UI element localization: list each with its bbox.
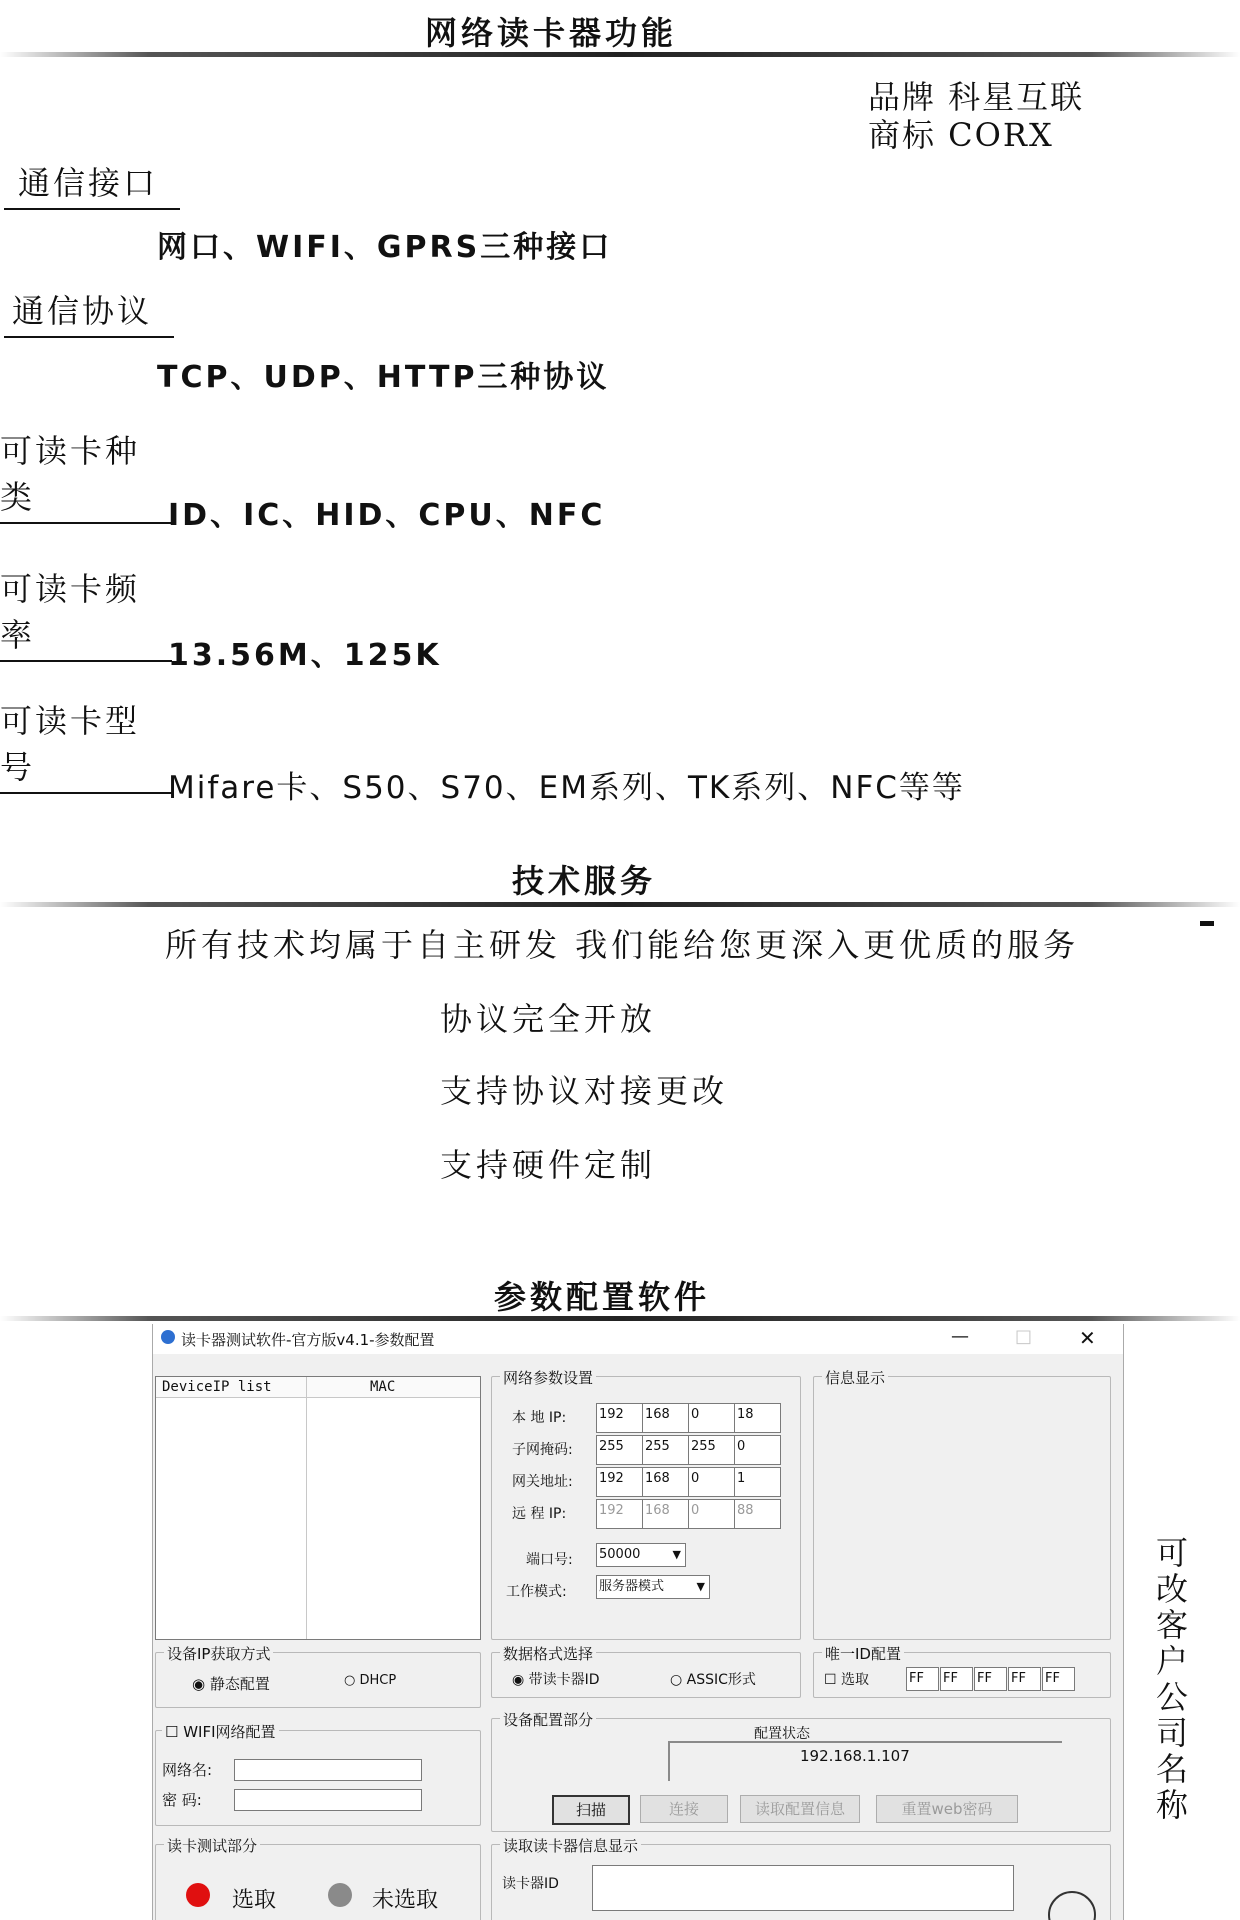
gateway-octet[interactable]: 0	[688, 1467, 735, 1497]
config-status-label: 配置状态	[754, 1726, 810, 1742]
label-card-models: 可读卡型号	[0, 696, 172, 794]
network-params-group	[491, 1369, 801, 1640]
config-window	[152, 1324, 1124, 1920]
local-ip-octet[interactable]: 18	[734, 1403, 781, 1433]
reader-id-label: 读卡器ID	[502, 1876, 559, 1892]
wifi-group	[155, 1723, 481, 1826]
uid-checkbox[interactable]: ☐ 选取	[824, 1672, 870, 1688]
uid-group	[813, 1645, 1111, 1698]
ssid-input[interactable]	[234, 1759, 422, 1781]
port-select[interactable]: 50000 ▼	[596, 1543, 686, 1567]
unselected-dot-icon	[328, 1883, 352, 1907]
network-params-title: 网络参数设置	[500, 1367, 596, 1388]
password-label: 密 码:	[162, 1791, 202, 1809]
gateway-octet[interactable]: 1	[734, 1467, 781, 1497]
reader-info-title: 读取读卡器信息显示	[500, 1835, 641, 1856]
maximize-button[interactable]: □	[1015, 1326, 1033, 1347]
selected-dot-icon	[186, 1883, 210, 1907]
close-button[interactable]: ✕	[1079, 1326, 1096, 1350]
remote-ip-octet[interactable]: 88	[734, 1499, 781, 1529]
ip-mode-group	[155, 1645, 481, 1708]
uid-byte[interactable]: FF	[940, 1667, 973, 1691]
gateway-octet[interactable]: 192	[596, 1467, 643, 1497]
reset-password-button[interactable]: 重置web密码	[876, 1795, 1018, 1823]
value-protocol: TCP、UDP、HTTP三种协议	[157, 360, 610, 395]
mask-label: 子网掩码:	[512, 1442, 573, 1458]
col-device-ip[interactable]: DeviceIP list	[162, 1379, 272, 1395]
status-circle-icon	[1048, 1891, 1096, 1920]
work-mode-select[interactable]: 服务器模式 ▼	[596, 1575, 710, 1599]
password-input[interactable]	[234, 1789, 422, 1811]
label-card-types: 可读卡种类	[0, 426, 172, 524]
local-ip-octet[interactable]: 192	[596, 1403, 643, 1433]
data-format-title: 数据格式选择	[500, 1643, 596, 1664]
config-status-box	[668, 1741, 1062, 1781]
reader-id-radio[interactable]: ◉ 带读卡器ID	[512, 1672, 600, 1688]
uid-title: 唯一ID配置	[822, 1643, 904, 1664]
port-label: 端口号:	[526, 1552, 573, 1568]
mask-octet[interactable]: 255	[596, 1435, 643, 1465]
dhcp-radio[interactable]: ○ DHCP	[344, 1673, 397, 1688]
scan-button[interactable]: 扫描	[552, 1795, 630, 1825]
gateway-label: 网关地址:	[512, 1474, 573, 1490]
uid-byte[interactable]: FF	[1042, 1667, 1075, 1691]
software-title: 参数配置软件	[494, 1278, 711, 1316]
data-format-group	[491, 1645, 801, 1698]
read-config-button[interactable]: 读取配置信息	[740, 1795, 860, 1823]
functions-title: 网络读卡器功能	[425, 14, 678, 52]
side-note: 可 改 客 户 公 司 名 称	[1155, 1534, 1188, 1824]
remote-ip-octet[interactable]: 192	[596, 1499, 643, 1529]
mode-label: 工作模式:	[506, 1584, 567, 1600]
label-protocol: 通信协议	[4, 286, 174, 338]
value-frequency: 13.56M、125K	[168, 638, 442, 673]
brand-line: 品牌 科星互联	[868, 78, 1085, 116]
wifi-title[interactable]: ☐ WIFI网络配置	[162, 1721, 279, 1742]
remote-ip-octet[interactable]: 0	[688, 1499, 735, 1529]
remote-ip-octet[interactable]: 168	[642, 1499, 689, 1529]
value-card-models: Mifare卡、S50、S70、EM系列、TK系列、NFC等等	[168, 770, 965, 806]
section-divider	[0, 52, 1240, 57]
device-config-group	[491, 1711, 1111, 1832]
config-status-value: 192.168.1.107	[800, 1747, 910, 1765]
label-frequency: 可读卡频率	[0, 564, 172, 662]
connect-button[interactable]: 连接	[640, 1795, 728, 1823]
service-line: 支持协议对接更改	[440, 1072, 729, 1110]
window-title: 读卡器测试软件-官方版v4.1-参数配置	[181, 1331, 435, 1349]
section-divider	[0, 1316, 1240, 1321]
remote-ip-label: 远 程 IP:	[512, 1506, 567, 1522]
unselected-label: 未选取	[372, 1888, 439, 1913]
static-radio[interactable]: ◉ 静态配置	[192, 1675, 270, 1693]
gateway-octet[interactable]: 168	[642, 1467, 689, 1497]
col-mac[interactable]: MAC	[370, 1379, 396, 1395]
uid-byte[interactable]: FF	[1008, 1667, 1041, 1691]
section-divider	[0, 902, 1240, 907]
reader-id-display	[592, 1865, 1014, 1911]
label-interface: 通信接口	[4, 158, 180, 210]
service-line: 支持硬件定制	[440, 1146, 657, 1184]
mask-octet[interactable]: 0	[734, 1435, 781, 1465]
reader-info-group	[491, 1837, 1111, 1920]
value-interface: 网口、WIFI、GPRS三种接口	[157, 230, 613, 265]
selected-label: 选取	[232, 1888, 277, 1913]
read-test-group	[155, 1837, 481, 1920]
mask-octet[interactable]: 255	[642, 1435, 689, 1465]
chevron-down-icon: ▼	[672, 1548, 681, 1561]
app-icon	[161, 1330, 175, 1344]
info-display-group	[813, 1369, 1111, 1640]
device-config-title: 设备配置部分	[500, 1709, 596, 1730]
local-ip-octet[interactable]: 0	[688, 1403, 735, 1433]
device-list[interactable]	[155, 1376, 481, 1640]
assic-radio[interactable]: ○ ASSIC形式	[670, 1672, 756, 1688]
mask-octet[interactable]: 255	[688, 1435, 735, 1465]
local-ip-label: 本 地 IP:	[512, 1410, 567, 1426]
uid-byte[interactable]: FF	[906, 1667, 939, 1691]
column-divider	[306, 1377, 307, 1639]
window-titlebar	[153, 1324, 1123, 1354]
local-ip-octet[interactable]: 168	[642, 1403, 689, 1433]
info-display-title: 信息显示	[822, 1367, 888, 1388]
trademark-line: 商标 CORX	[868, 116, 1054, 154]
minimize-button[interactable]: —	[951, 1326, 969, 1347]
read-test-title: 读卡测试部分	[164, 1835, 260, 1856]
service-line: 协议完全开放	[440, 1000, 657, 1038]
chevron-down-icon: ▼	[696, 1580, 705, 1593]
dash-mark	[1200, 921, 1214, 926]
uid-byte[interactable]: FF	[974, 1667, 1007, 1691]
ssid-label: 网络名:	[162, 1761, 213, 1779]
value-card-types: ID、IC、HID、CPU、NFC	[168, 498, 606, 533]
service-title: 技术服务	[512, 862, 657, 900]
ip-mode-title: 设备IP获取方式	[164, 1643, 273, 1664]
service-line: 所有技术均属于自主研发 我们能给您更深入更优质的服务	[165, 926, 1080, 964]
